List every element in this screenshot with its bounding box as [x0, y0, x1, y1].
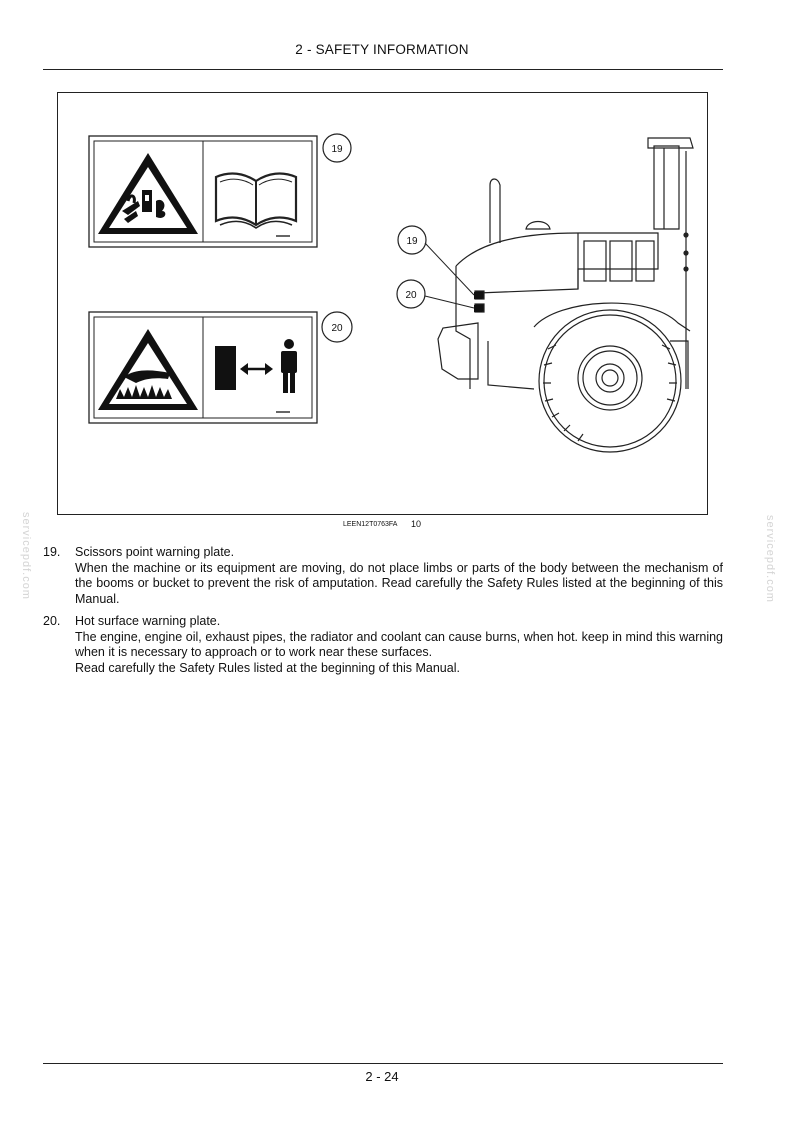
figure-number: 10 — [411, 519, 422, 529]
figure-caption-code: LEEN12T0763FA — [343, 521, 398, 528]
keep-distance-icon — [215, 339, 297, 393]
item-number: 20. — [43, 614, 61, 628]
callout-19-label: 19 — [331, 144, 343, 155]
item-title: Scissors point warning plate. — [75, 545, 235, 559]
scissors-point-warning-icon — [98, 153, 198, 234]
machine-plate-20-marker — [474, 305, 482, 312]
machine-callout-19-label: 19 — [406, 236, 418, 247]
read-manual-icon — [216, 174, 296, 228]
header-rule — [43, 69, 723, 70]
item-title: Hot surface warning plate. — [75, 614, 221, 628]
machine-callout-20-label: 20 — [405, 290, 417, 301]
item-number: 19. — [43, 545, 61, 559]
list-item-19 — [43, 545, 723, 607]
item-paragraph: When the machine or its equipment are moving, do not place limbs or parts of the body between the mechanism of the booms or bucket to prevent the risk of amputation. Read carefully the Safety Rules listed at the beginning of this Manual. — [75, 560, 723, 606]
watermark-left: servicepdf.com — [20, 512, 32, 600]
figure-artwork — [58, 93, 709, 516]
watermark-right: servicepdf.com — [764, 515, 776, 603]
item-paragraph: The engine, engine oil, exhaust pipes, the radiator and coolant can cause burns, when hot. keep in mind this warning when it is necessary to approach or to work near these surfaces. — [75, 629, 723, 660]
page-number: 2 - 24 — [365, 1069, 399, 1084]
page-title: 2 - SAFETY INFORMATION — [295, 42, 469, 57]
item-paragraph: Read carefully the Safety Rules listed at the beginning of this Manual. — [75, 660, 460, 675]
scissors-warning-plate — [89, 136, 317, 247]
machine-plate-19-marker — [474, 292, 482, 299]
hot-surface-warning-plate — [89, 312, 317, 423]
figure-frame — [57, 92, 708, 515]
callout-20-label: 20 — [331, 323, 343, 334]
hot-surface-warning-icon — [98, 329, 198, 410]
footer-rule — [43, 1063, 723, 1064]
list-item-20 — [43, 614, 723, 676]
